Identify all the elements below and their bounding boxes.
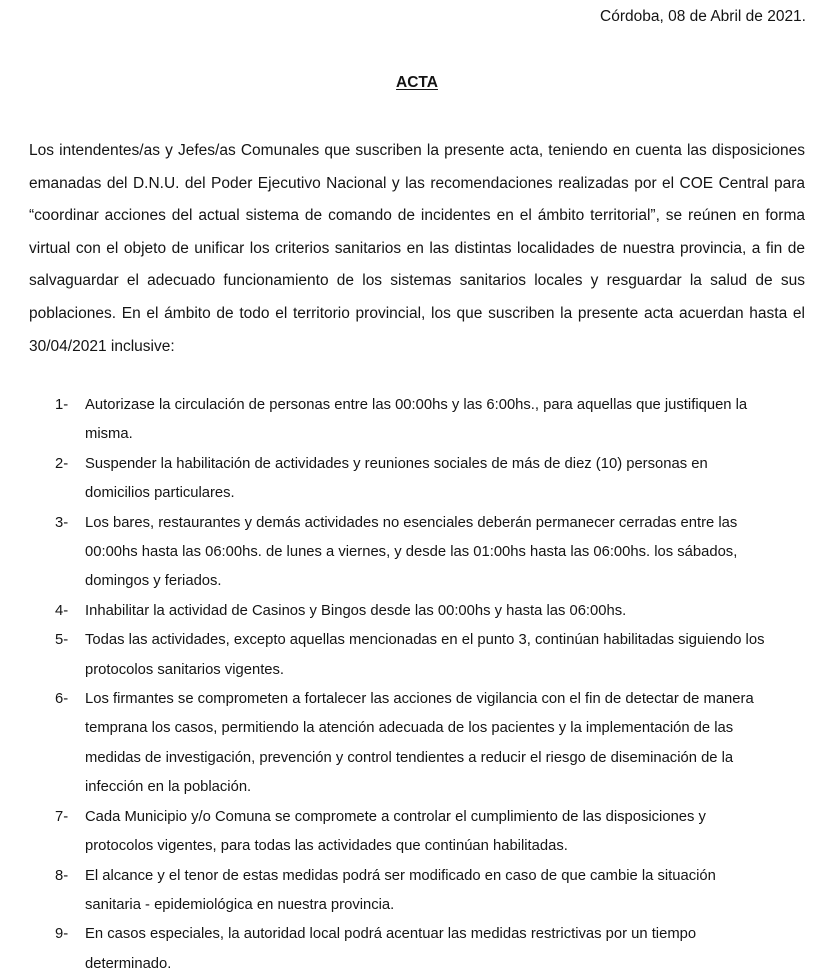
list-item: [0, 450, 765, 509]
list-item-number: 2-: [55, 455, 69, 472]
list-item-number: 9-: [55, 926, 69, 943]
list-item-number: 1-: [55, 397, 69, 413]
list-item-text: Inhabilitar la actividad de Casinos y Bingos desde las 00:00hs y hasta las 06:00hs.: [85, 602, 627, 619]
list-item-text: Cada Municipio y/o Comuna se compromete a controlar el cumplimiento de las disposiciones y protocolos vigentes, para todas las actividades que continúan habilitadas.: [85, 808, 706, 855]
list-item-text: Los firmantes se comprometen a fortalecer las acciones de vigilancia con el fin de detectar de manera temprana los casos, permitiendo la atención adecuada de los pacientes y la implementación de las medidas de investigación, prevención y control tendientes a reducir el riesgo de diseminación de la infección en la población.: [85, 691, 754, 796]
list-item-text: Autorizase la circulación de personas entre las 00:00hs y las 6:00hs., para aquellas que justifiquen la misma.: [85, 397, 748, 443]
list-item: [0, 920, 765, 979]
document-title: ACTA: [396, 74, 438, 91]
list-item-text: Los bares, restaurantes y demás actividades no esenciales deberán permanecer cerradas entre las 00:00hs hasta las 06:00hs. de lunes a viernes, y desde las 01:00hs hasta las 06:00hs. los sábados, domingos y feriados.: [85, 514, 738, 590]
resolution-list: [0, 391, 817, 979]
document-date: Córdoba, 08 de Abril de 2021.: [600, 8, 806, 25]
intro-paragraph: Los intendentes/as y Jefes/as Comunales que suscriben la presente acta, teniendo en cuenta las disposiciones emanadas del D.N.U. del Poder Ejecutivo Nacional y las recomendaciones realizadas por el COE Central para “coordinar acciones del actual sistema de comando de incidentes en el ámbito territorial”, se reúnen en forma virtual con el objeto de unificar los criterios sanitarios en las distintas localidades de nuestra provincia, a fin de salvaguardar el adecuado funcionamiento de los sistemas sanitarios locales y resguardar la salud de sus poblaciones. En el ámbito de todo el territorio provincial, los que suscriben la presente acta acuerdan hasta el 30/04/2021 inclusive:: [29, 142, 805, 355]
list-item-number: 3-: [55, 514, 69, 531]
list-item-text: En casos especiales, la autoridad local podrá acentuar las medidas restrictivas por un tiempo determinado.: [85, 926, 697, 972]
list-item-number: 6-: [55, 691, 69, 708]
list-item-text: El alcance y el tenor de estas medidas podrá ser modificado en caso de que cambie la situación sanitaria - epidemiológica en nuestra provincia.: [85, 867, 716, 913]
list-item: [0, 509, 765, 597]
list-item-number: 7-: [55, 808, 69, 825]
list-item-number: 4-: [55, 602, 69, 619]
list-item: [0, 391, 765, 450]
list-item: [0, 862, 765, 921]
list-item-number: 5-: [55, 632, 69, 649]
list-item-text: Todas las actividades, excepto aquellas mencionadas en el punto 3, continúan habilitadas siguiendo los protocolos sanitarios vigentes.: [85, 632, 765, 678]
list-item: [0, 685, 765, 803]
list-item: [0, 803, 765, 862]
list-item: [0, 597, 765, 626]
list-item-number: 8-: [55, 867, 69, 884]
list-item-text: Suspender la habilitación de actividades y reuniones sociales de más de diez (10) personas en domicilios particulares.: [85, 455, 708, 502]
list-item: [0, 626, 765, 685]
